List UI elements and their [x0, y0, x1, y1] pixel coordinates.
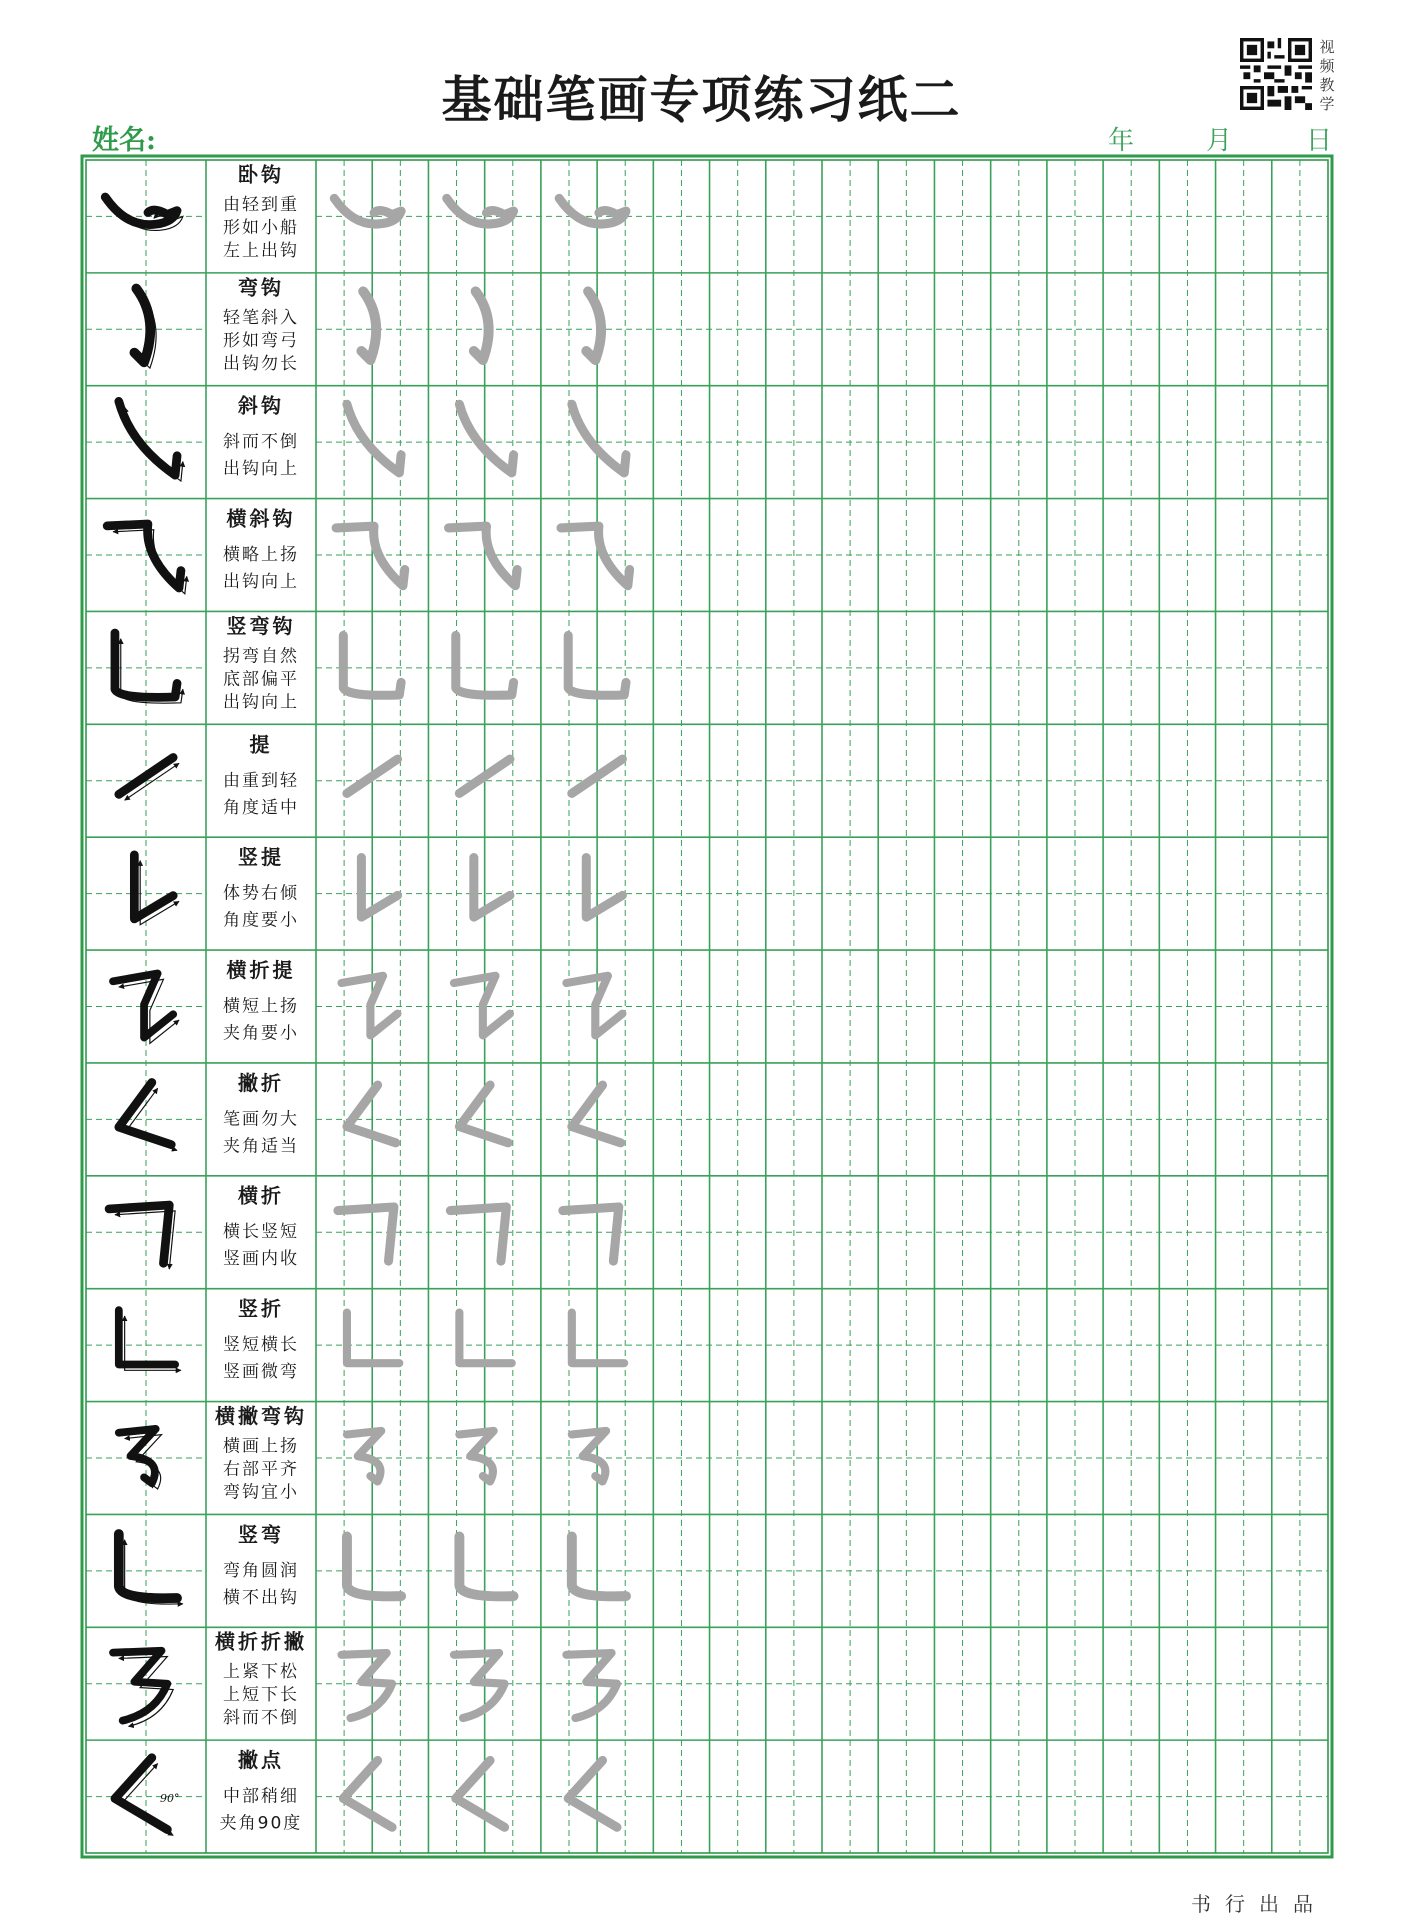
stroke-tip: 出钩勿长	[223, 353, 299, 374]
heng-pie-wan-gou-stroke-icon	[119, 1429, 162, 1489]
trace-stroke	[568, 1760, 617, 1827]
trace-stroke	[342, 1653, 393, 1718]
trace-stroke	[572, 1537, 626, 1597]
trace-stroke	[459, 1431, 493, 1482]
trace-stroke	[456, 1760, 505, 1827]
trace-stroke	[563, 1207, 619, 1261]
stroke-tip: 右部平齐	[223, 1459, 299, 1480]
trace-stroke	[459, 1085, 508, 1143]
stroke-name: 竖折	[238, 1296, 284, 1321]
stroke-tip: 左上出钩	[223, 240, 299, 261]
stroke-tip: 夹角要小	[223, 1023, 299, 1044]
trace-stroke	[572, 1313, 624, 1364]
stroke-name: 竖提	[238, 845, 284, 870]
stroke-tip: 上紧下松	[223, 1662, 299, 1683]
stroke-row	[119, 732, 623, 818]
stroke-row	[107, 507, 629, 594]
stroke-tip: 上短下长	[223, 1685, 299, 1706]
wo-gou-stroke-icon	[105, 197, 183, 230]
trace-stroke	[361, 858, 397, 918]
stroke-tip: 斜而不倒	[223, 432, 299, 453]
stroke-name: 斜钩	[238, 393, 284, 418]
stroke-tip: 横短上扬	[223, 996, 299, 1017]
qr-caption-char: 频	[1319, 57, 1335, 75]
stroke-tip: 夹角适当	[223, 1136, 299, 1157]
trace-stroke	[586, 291, 601, 360]
stroke-tip: 由重到轻	[223, 770, 299, 791]
stroke-tip: 竖短横长	[223, 1335, 299, 1356]
heng-zhe-stroke-icon	[109, 1205, 175, 1269]
stroke-name: 提	[249, 732, 273, 757]
stroke-tip: 形如弯弓	[223, 330, 299, 351]
trace-stroke	[459, 1537, 513, 1597]
stroke-tip: 出钩向上	[223, 692, 299, 713]
stroke-name: 弯钩	[238, 275, 284, 300]
trace-stroke	[572, 1085, 621, 1143]
trace-stroke	[347, 1537, 401, 1597]
page-title: 基础笔画专项练习纸二	[441, 70, 962, 129]
trace-stroke	[347, 404, 401, 473]
stroke-tip: 弯角圆润	[223, 1560, 299, 1581]
stroke-row	[113, 958, 622, 1044]
trace-stroke	[561, 526, 630, 586]
stroke-row	[119, 1404, 606, 1503]
stroke-name: 横折折撇	[215, 1629, 307, 1654]
stroke-tip: 形如小船	[223, 217, 299, 238]
trace-stroke	[347, 1431, 381, 1482]
stroke-name: 横折	[238, 1183, 284, 1208]
stroke-tip: 横略上扬	[223, 545, 299, 566]
stroke-tip: 竖画内收	[223, 1249, 299, 1270]
stroke-tip: 角度适中	[223, 797, 299, 818]
qr-caption-char: 视	[1319, 38, 1335, 56]
stroke-tip: 体势右倾	[223, 883, 299, 904]
trace-stroke	[343, 1760, 392, 1827]
trace-stroke	[347, 1085, 396, 1143]
stroke-name: 卧钩	[238, 162, 284, 187]
stroke-tip: 角度要小	[223, 910, 299, 931]
trace-stroke	[474, 858, 510, 918]
stroke-name: 撇点	[238, 1748, 284, 1773]
trace-stroke	[336, 526, 405, 586]
year-label: 年	[1108, 126, 1135, 156]
stroke-tip: 横画上扬	[223, 1436, 299, 1457]
trace-stroke	[474, 291, 489, 360]
stroke-tip: 轻笔斜入	[223, 307, 299, 328]
stroke-row	[105, 162, 626, 261]
stroke-tip: 夹角90度	[219, 1813, 303, 1834]
trace-stroke	[338, 1207, 394, 1261]
heng-zhe-zhe-pie-stroke-icon	[113, 1651, 173, 1727]
trace-stroke	[450, 1207, 506, 1261]
trace-stroke	[454, 1653, 505, 1718]
stroke-tip: 由轻到重	[223, 194, 299, 215]
stroke-row	[109, 1184, 619, 1270]
stroke-row	[134, 845, 622, 931]
trace-stroke	[449, 526, 518, 586]
trace-stroke	[572, 1431, 606, 1482]
stroke-name: 撇折	[238, 1070, 284, 1095]
trace-stroke	[459, 1313, 511, 1364]
trace-stroke	[586, 858, 622, 918]
shu-ti-stroke-icon	[134, 855, 179, 925]
angle-annotation: 90°	[160, 1792, 180, 1806]
shu-wan-stroke-icon	[119, 1534, 183, 1604]
trace-stroke	[361, 291, 376, 360]
stroke-tip: 横长竖短	[223, 1222, 299, 1243]
stroke-name: 横斜钩	[226, 506, 296, 531]
stroke-tip: 斜而不倒	[223, 1708, 299, 1729]
stroke-name: 横撇弯钩	[215, 1403, 307, 1428]
stroke-row	[115, 614, 626, 713]
qr-caption-char: 教	[1319, 76, 1335, 94]
ti-stroke-icon	[119, 757, 179, 800]
stroke-tip: 笔画勿大	[223, 1109, 299, 1130]
name-label: 姓名:	[92, 125, 156, 156]
heng-xie-gou-stroke-icon	[107, 524, 187, 594]
trace-stroke	[347, 1313, 399, 1364]
stroke-tip: 底部偏平	[223, 669, 299, 690]
trace-stroke	[566, 1653, 617, 1718]
stroke-tip: 出钩向上	[223, 572, 299, 593]
trace-stroke	[454, 976, 510, 1036]
stroke-tip: 出钩向上	[223, 459, 299, 480]
stroke-name: 横折提	[226, 958, 296, 982]
pie-zhe-stroke-icon	[119, 1082, 177, 1150]
stroke-tip: 拐弯自然	[223, 646, 299, 667]
footer-credit: 书行出品	[1191, 1892, 1327, 1916]
shu-zhe-stroke-icon	[119, 1310, 181, 1370]
qr-caption-char: 学	[1319, 95, 1335, 113]
trace-stroke	[566, 976, 622, 1036]
stroke-name: 竖弯	[238, 1522, 284, 1547]
month-label: 月	[1206, 126, 1233, 156]
day-label: 日	[1306, 126, 1333, 156]
stroke-tip: 竖画微弯	[223, 1362, 299, 1383]
trace-stroke	[459, 404, 513, 473]
xie-gou-stroke-icon	[119, 401, 183, 481]
stroke-row	[119, 1071, 621, 1157]
trace-stroke	[572, 404, 626, 473]
stroke-row	[134, 275, 601, 374]
trace-stroke	[342, 976, 398, 1036]
stroke-name: 竖弯钩	[226, 613, 296, 638]
stroke-tip: 横不出钩	[223, 1587, 299, 1608]
stroke-tip: 弯钩宜小	[223, 1482, 299, 1503]
stroke-tip: 中部稍细	[223, 1786, 299, 1807]
wan-gou-stroke-icon	[134, 289, 156, 369]
